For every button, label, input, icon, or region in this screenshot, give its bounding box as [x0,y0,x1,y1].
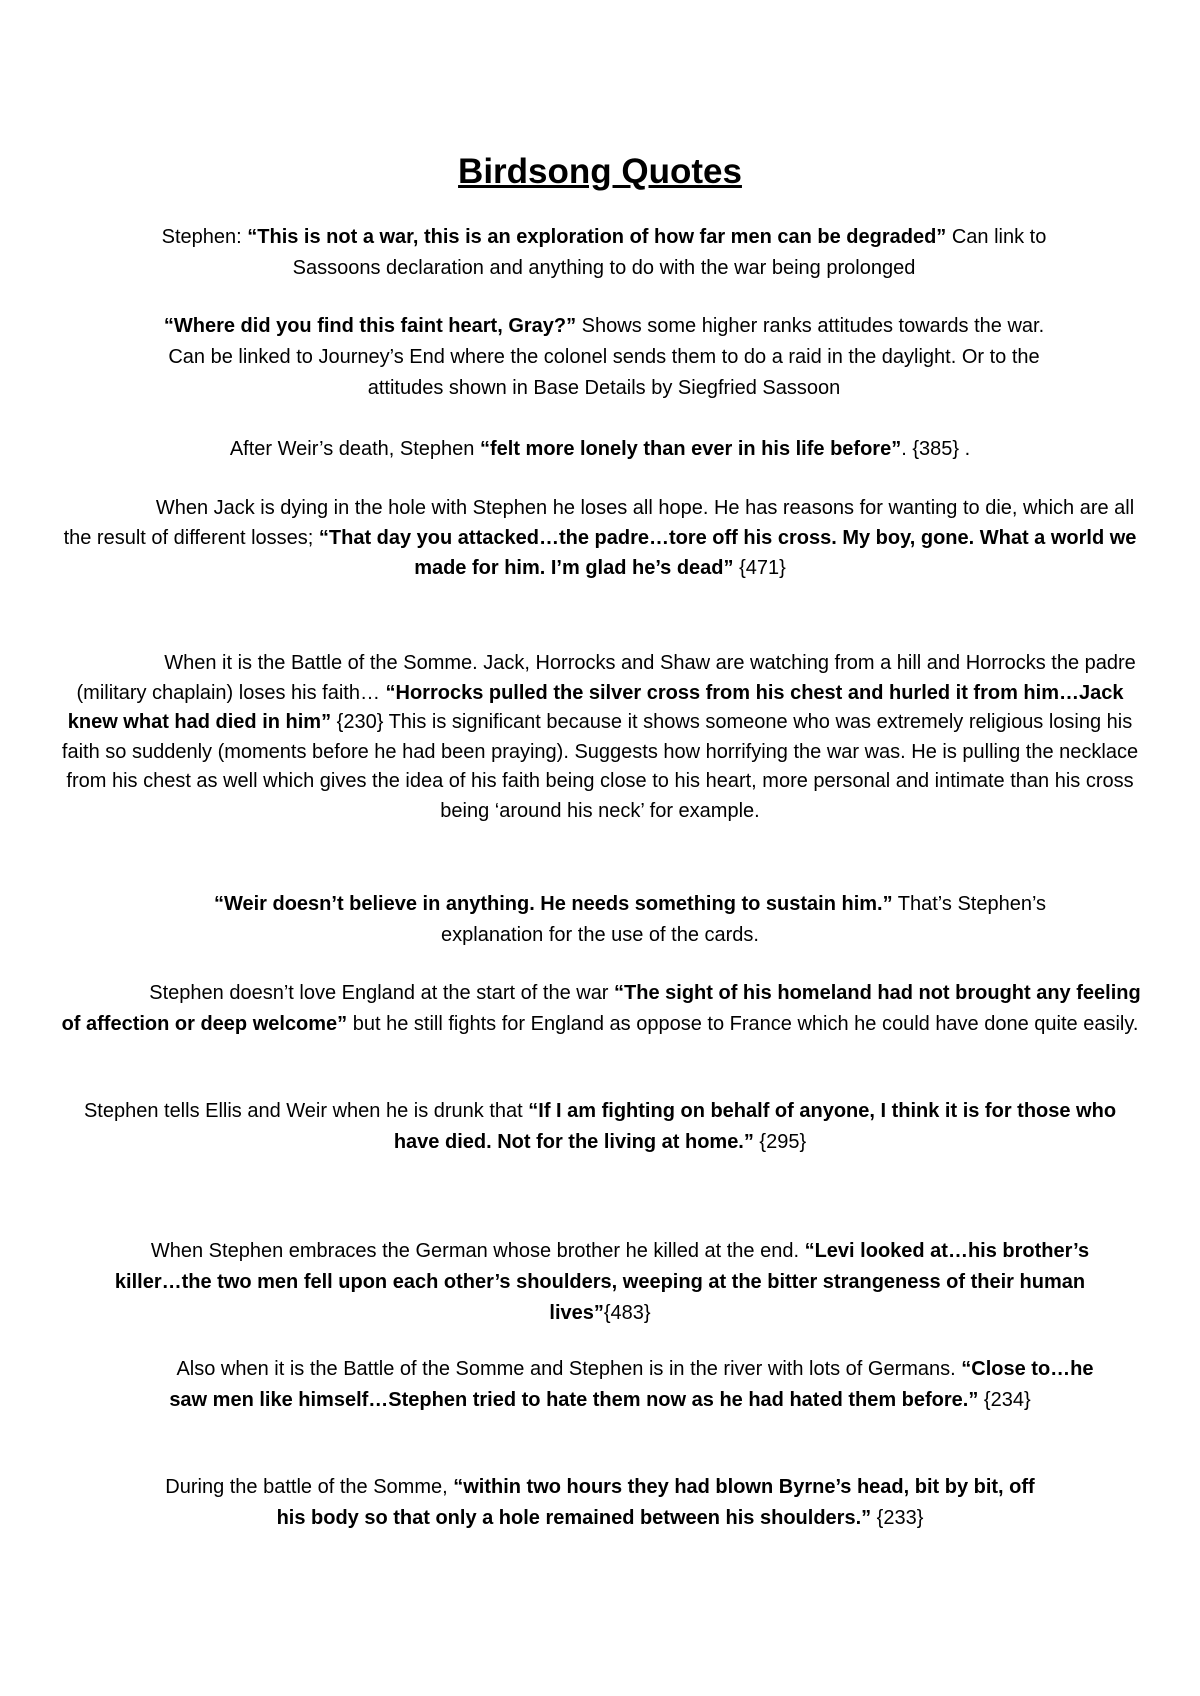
paragraph-homeland [50,978,1150,1040]
paragraph-byrne [160,1472,1040,1534]
paragraph-weir-cards [150,889,1050,951]
paragraph-text: {230} This is significant because it shows someone who was extremely religious losing his faith so suddenly (moments before he had been praying). Suggests how horrifying the war was. He is pulling the necklace from his chest as well which gives the idea of his faith being close to his heart, more personal and intimate than his cross being ‘around his neck’ for example. [61,711,1139,822]
quote-text: “Close to…he saw men like himself…Stephen tried to hate them now as he had hated them before.” [169,1358,1094,1411]
quote-text: “Levi looked at…his brother’s killer…the two men fell upon each other’s shoulders, weeping at the bitter strangeness of their human lives” [114,1240,1090,1324]
paragraph-text: When Stephen embraces the German whose brother he killed at the end. [150,1240,805,1262]
paragraph-text: During the battle of the Somme, [165,1476,454,1498]
paragraph-fighting-behalf [60,1096,1140,1158]
paragraph-text: . {385} . [901,438,971,460]
paragraph-text: Also when it is the Battle of the Somme and Stephen is in the river with lots of Germans. [176,1358,962,1380]
page-title: Birdsong Quotes [458,152,742,191]
paragraph-jack-dying [50,493,1150,583]
paragraph-text: but he still fights for England as oppose to France which he could have done quite easily. [347,1013,1139,1035]
paragraph-text: When Jack is dying in the hole with Stephen he loses all hope. He has reasons for wanting to die, which are all the result of different losses; [63,497,1135,549]
quote-text: “within two hours they had blown Byrne’s head, bit by bit, off his body so that only a hole remained between his shoulders.” [276,1476,1035,1529]
quote-text: “Weir doesn’t believe in anything. He needs something to sustain him.” [213,893,893,915]
paragraph-text: That’s Stephen’s explanation for the use of the cards. [441,893,1047,946]
paragraph-text: {233} [871,1507,924,1529]
quote-text: “The sight of his homeland had not brought any feeling of affection or deep welcome” [61,982,1141,1035]
paragraph-text: Stephen: [161,226,248,248]
quote-text: “Horrocks pulled the silver cross from his chest and hurled it from him…Jack knew what had died in him” [67,681,1124,733]
paragraph-levi-embrace [110,1236,1090,1329]
paragraph-faint-heart [148,311,1060,404]
paragraph-text: Shows some higher ranks attitudes towards the war. Can be linked to Journey’s End where the colonel sends them to do a raid in the daylight. Or to the attitudes shown in Base Details by Siegfried Sassoon [168,315,1045,399]
quote-text: “felt more lonely than ever in his life before” [479,438,902,460]
paragraph-text: {234} [978,1389,1031,1411]
paragraph-horrocks-faith [60,649,1140,826]
paragraph-degraded [148,222,1060,284]
paragraph-text: {295} [753,1131,807,1153]
paragraph-text: {483} [603,1302,651,1324]
paragraph-text: {471} [733,557,786,579]
quote-text: “Where did you find this faint heart, Gray?” [163,315,577,337]
paragraph-river-germans [90,1354,1110,1416]
paragraph-text: Can link to Sassoons declaration and anything to do with the war being prolonged [292,226,1047,279]
paragraph-text: Stephen doesn’t love England at the start of the war [149,982,615,1004]
paragraph-text: After Weir’s death, Stephen [229,438,480,460]
paragraph-text: When it is the Battle of the Somme. Jack, Horrocks and Shaw are watching from a hill and Horrocks the padre (military chaplain) loses his faith… [76,652,1136,704]
paragraph-weir-death [100,434,1100,465]
paragraph-text: Stephen tells Ellis and Weir when he is drunk that [83,1100,529,1122]
quote-text: “If I am fighting on behalf of anyone, I think it is for those who have died. Not for the living at home.” [393,1100,1117,1153]
quote-text: “That day you attacked…the padre…tore off his cross. My boy, gone. What a world we made for him. I’m glad he’s dead” [318,527,1137,579]
quote-text: “This is not a war, this is an exploration of how far men can be degraded” [247,226,947,248]
